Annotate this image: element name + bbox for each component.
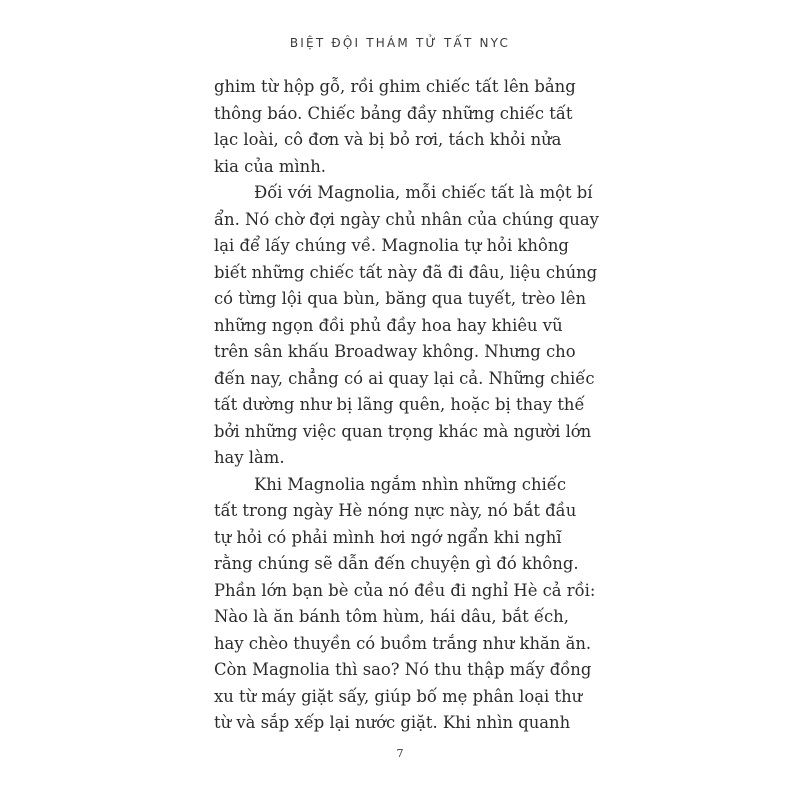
text-line: biết những chiếc tất này đã đi đâu, liệu chúng	[214, 262, 598, 282]
text-line: trên sân khấu Broadway không. Nhưng cho	[214, 342, 576, 361]
text-line: Khi Magnolia ngắm nhìn những chiếc	[254, 474, 567, 494]
text-line: xu từ máy giặt sấy, giúp bố mẹ phân loại thư	[214, 686, 583, 706]
text-line: Còn Magnolia thì sao? Nó thu thập mấy đồng	[214, 660, 592, 679]
text-line: hay làm.	[214, 448, 285, 467]
text-line: có từng lội qua bùn, băng qua tuyết, trèo lên	[214, 289, 587, 308]
body-text	[214, 74, 599, 737]
text-line: ghim từ hộp gỗ, rồi ghim chiếc tất lên bảng	[214, 77, 576, 96]
text-line: những ngọn đồi phủ đầy hoa hay khiêu vũ	[214, 315, 563, 335]
text-line: thông báo. Chiếc bảng đầy những chiếc tất	[214, 103, 573, 123]
text-line: đến nay, chẳng có ai quay lại cả. Những chiếc	[214, 368, 595, 388]
text-line: lại để lấy chúng về. Magnolia tự hỏi không	[214, 236, 569, 255]
text-line: từ và sắp xếp lại nước giặt. Khi nhìn quanh	[214, 713, 571, 732]
text-line: Đối với Magnolia, mỗi chiếc tất là một bí	[254, 183, 593, 202]
text-line: lạc loài, cô đơn và bị bỏ rơi, tách khỏi nửa	[214, 130, 562, 149]
page-number: 7	[396, 747, 404, 760]
text-line: tất dường như bị lãng quên, hoặc bị thay thế	[214, 395, 585, 414]
paragraph	[214, 472, 594, 737]
text-line: kia của mình.	[214, 156, 326, 176]
text-line: ẩn. Nó chờ đợi ngày chủ nhân của chúng quay	[214, 209, 599, 229]
text-line: bởi những việc quan trọng khác mà người lớn	[214, 421, 592, 441]
running-header: BIỆT ĐỘI THÁM TỬ TẤT NYC	[289, 36, 511, 50]
text-line: Nào là ăn bánh tôm hùm, hái dâu, bắt ếch,	[214, 607, 569, 626]
paragraph	[214, 180, 599, 472]
text-line: Phần lớn bạn bè của nó đều đi nghỉ Hè cả rồi:	[214, 580, 596, 600]
text-line: rằng chúng sẽ dẫn đến chuyện gì đó không.	[214, 554, 579, 573]
text-line: tự hỏi có phải mình hơi ngớ ngẩn khi nghĩ	[214, 527, 562, 547]
text-line: hay chèo thuyền có buồm trắng như khăn ăn.	[214, 633, 592, 653]
paragraph	[214, 74, 594, 180]
text-line: tất trong ngày Hè nóng nực này, nó bắt đầu	[214, 501, 577, 520]
